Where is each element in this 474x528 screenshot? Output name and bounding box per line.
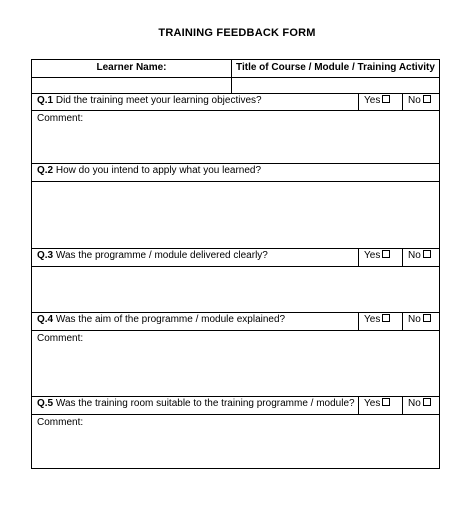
question-number: Q.4 — [37, 314, 54, 325]
no-checkbox[interactable] — [423, 250, 431, 258]
comment-label: Comment: — [37, 417, 84, 428]
header-input-row — [32, 78, 439, 94]
no-option[interactable] — [402, 397, 439, 414]
course-title-field[interactable] — [231, 78, 439, 93]
learner-name-label: Learner Name: — [96, 62, 167, 73]
no-option[interactable] — [402, 249, 439, 266]
no-label: No — [408, 398, 421, 409]
no-checkbox[interactable] — [423, 95, 431, 103]
no-option[interactable] — [402, 94, 439, 110]
question-number: Q.1 — [37, 95, 54, 106]
question-label: How do you intend to apply what you learned? — [53, 165, 262, 176]
question-text — [32, 164, 439, 181]
yes-option[interactable] — [358, 397, 402, 414]
comment-label: Comment: — [37, 333, 84, 344]
question-text — [32, 94, 358, 110]
question-row — [32, 397, 439, 415]
comment-label: Comment: — [37, 113, 84, 124]
no-label: No — [408, 95, 421, 106]
comment-row — [32, 111, 439, 164]
feedback-form — [31, 59, 440, 469]
yes-option[interactable] — [358, 94, 402, 110]
yes-checkbox[interactable] — [382, 398, 390, 406]
question-row — [32, 313, 439, 331]
question-row — [32, 164, 439, 182]
yes-label: Yes — [364, 95, 381, 106]
no-checkbox[interactable] — [423, 398, 431, 406]
question-number: Q.3 — [37, 250, 54, 261]
question-number: Q.2 — [37, 165, 54, 176]
question-text — [32, 313, 358, 330]
answer-row[interactable] — [32, 182, 439, 249]
question-row — [32, 249, 439, 267]
no-label: No — [408, 250, 421, 261]
question-label: Was the aim of the programme / module explained? — [53, 314, 286, 325]
comment-row — [32, 415, 439, 469]
question-number: Q.5 — [37, 398, 54, 409]
learner-name-field[interactable] — [32, 78, 231, 93]
no-label: No — [408, 314, 421, 325]
no-checkbox[interactable] — [423, 314, 431, 322]
question-label: Was the programme / module delivered clearly? — [53, 250, 268, 261]
comment-row — [32, 331, 439, 397]
form-title: TRAINING FEEDBACK FORM — [158, 27, 316, 39]
question-text — [32, 397, 358, 414]
yes-option[interactable] — [358, 313, 402, 330]
yes-checkbox[interactable] — [382, 250, 390, 258]
question-text — [32, 249, 358, 266]
yes-label: Yes — [364, 250, 381, 261]
question-label: Did the training meet your learning objectives? — [53, 95, 262, 106]
header-row — [32, 60, 439, 78]
yes-checkbox[interactable] — [382, 314, 390, 322]
no-option[interactable] — [402, 313, 439, 330]
yes-label: Yes — [364, 314, 381, 325]
yes-option[interactable] — [358, 249, 402, 266]
course-title-label: Title of Course / Module / Training Activity — [231, 60, 439, 77]
yes-label: Yes — [364, 398, 381, 409]
blank-row[interactable] — [32, 267, 439, 313]
yes-checkbox[interactable] — [382, 95, 390, 103]
question-row — [32, 94, 439, 111]
question-label: Was the training room suitable to the training programme / module? — [53, 398, 355, 409]
